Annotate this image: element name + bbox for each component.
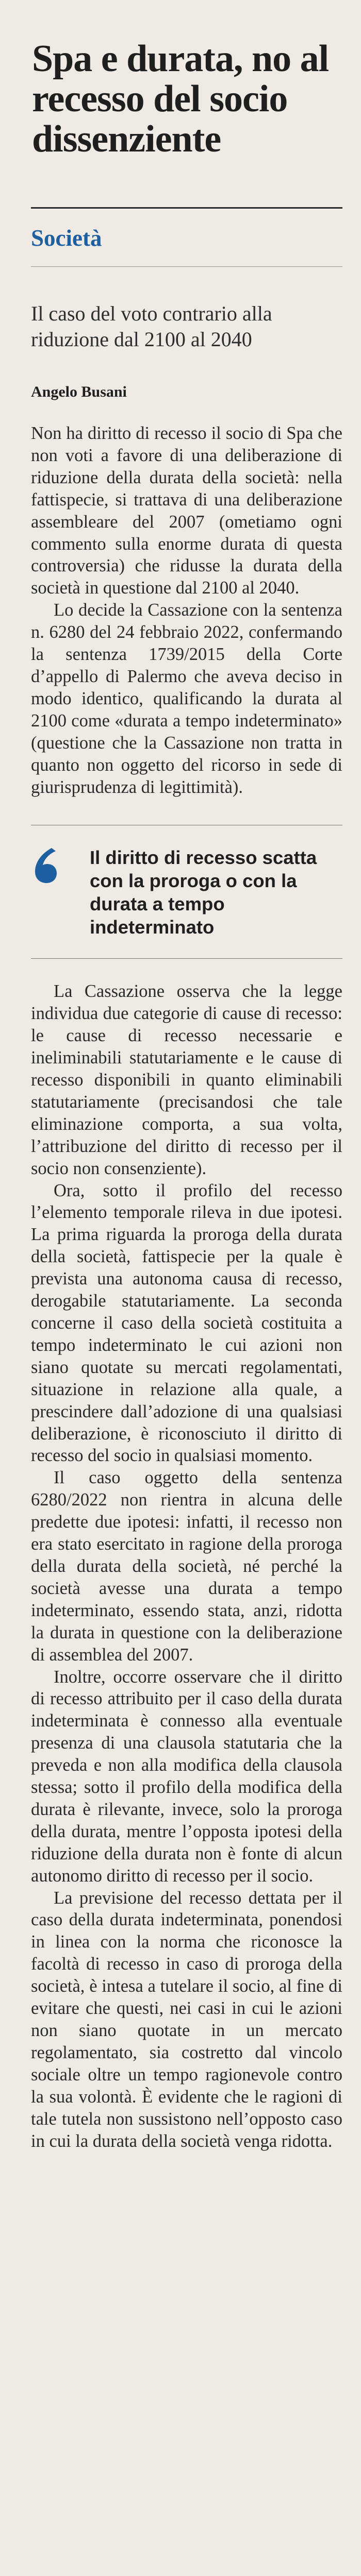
section-divider [31,266,342,267]
title-divider [31,207,342,209]
quote-mark-icon [31,846,66,884]
body-paragraph: La previsione del recesso dettata per il caso della durata indeterminata, ponendosi in linea con la norma che riconosce la facoltà di recesso in caso di proroga della società, è intesa a tutelare il socio, al fine di evitare che questi, nei casi in cui le azioni non siano quotate in un mercato regolamentato, sia costretto dal vincolo sociale oltre un tempo ragionevole contro la sua volontà. È evidente che le ragioni di tale tutela non sussistono nell’opposto caso in cui la durata della società venga ridotta. [31,1888,342,2151]
article-subtitle: Il caso del voto contrario alla riduzione dal 2100 al 2040 [31,302,272,351]
pull-quote-text: Il diritto di recesso scatta con la proroga o con la durata a tempo indeterminato [90,847,317,938]
body-paragraph: Inoltre, occorre osservare che il diritto di recesso attribuito per il caso della durata indeterminata è connesso alla eventuale presenza di una clausola statutaria che la preveda e non alla modifica della clausola stessa; sotto il profilo della modifica della durata è rilevante, invece, solo la proroga della durata, mentre l’opposta ipotesi della riduzione della durata non è fonte di alcun autonomo diritto di recesso per il socio. [31,1667,342,1886]
section-label[interactable]: Società [31,225,102,251]
body-paragraph: Non ha diritto di recesso il socio di Spa che non voti a favore di una deliberazione di riduzione della durata della società: nella fattispecie, si trattava di una deliberazione assembleare del 2007 (ometiamo ogni commento sulla enorme durata di questa controversia) che ridusse la durata della società in questione dal 2100 al 2040. [31,423,342,598]
body-paragraph: Ora, sotto il profilo del recesso l’elemento temporale rileva in due ipotesi. La prima riguarda la proroga della durata della società, fattispecie per la quale è prevista una autonoma causa di recesso, derogabile statutariamente. La seconda concerne il caso della società costituita a tempo indeterminato le cui azioni non siano quotate su mercati regolamentati, situazione in relazione alla quale, a prescindere dall’adozione di una qualsiasi deliberazione, è riconosciuto il diritto di recesso del socio in qualsiasi momento. [31,1180,342,1466]
article-body-intro [31,422,342,798]
article-title: Spa e durata, no al recesso del socio dissenziente [32,38,329,160]
pull-quote [31,825,342,959]
body-paragraph: Lo decide la Cassazione con la sentenza n. 6280 del 24 febbraio 2022, confermando la sentenza 1739/2015 della Corte d’appello di Palermo che aveva deciso in modo identico, qualificando la durata al 2100 come «durata a tempo indeterminato» (questione che la Cassazione non tratta in quanto non oggetto del ricorso in sede di giurisprudenza di legittimità). [31,600,342,797]
body-paragraph: Il caso oggetto della sentenza 6280/2022 non rientra in alcuna delle predette due ipotesi: infatti, il recesso non era stato esercitato in ragione della proroga della durata della società, né perché la società avesse una durata a tempo indeterminato, essendo stata, anzi, ridotta la durata in questione con la deliberazione di assemblea del 2007. [31,1468,342,1665]
author-byline: Angelo Busani [31,383,127,400]
article-body-main [31,980,342,2152]
body-paragraph: La Cassazione osserva che la legge individua due categorie di cause di recesso: le cause di recesso necessarie e ineliminabili statutariamente e le cause di recesso disponibili in quanto eliminabili statutariamente (precisandosi che tale eliminazione comporta, a sua volta, l’attribuzione del diritto di recesso per il socio non consenziente). [31,981,342,1178]
